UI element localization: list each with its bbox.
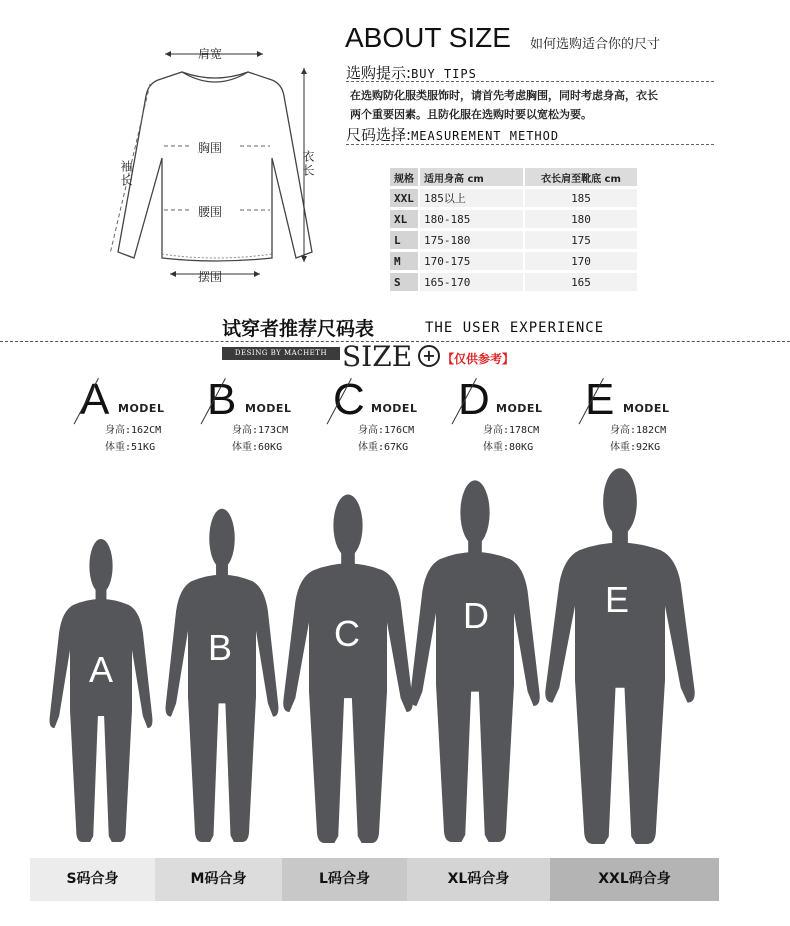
model-height: 身高:182CM bbox=[610, 425, 667, 436]
design-credit: DESING BY MACHETH bbox=[222, 347, 340, 360]
model-info bbox=[483, 422, 539, 456]
model-card-b bbox=[207, 375, 337, 468]
figure-letter-a: A bbox=[88, 649, 114, 690]
measurement-heading bbox=[346, 124, 559, 145]
fit-xl: XL码合身 bbox=[407, 858, 550, 901]
fit-xxl: XXL码合身 bbox=[550, 858, 719, 901]
length-cell: 165 bbox=[525, 273, 637, 291]
table-row bbox=[390, 210, 637, 228]
fit-s: S码合身 bbox=[30, 858, 155, 901]
buy-tips-heading-cn: 选购提示: bbox=[346, 64, 412, 82]
height-cell: 170-175 bbox=[420, 252, 523, 270]
buy-tips-text bbox=[350, 86, 740, 124]
model-info bbox=[232, 422, 288, 456]
size-table-header bbox=[390, 168, 637, 186]
chest-label: 胸围 bbox=[198, 141, 223, 155]
experience-title-en: THE USER EXPERIENCE bbox=[425, 320, 605, 336]
model-info bbox=[358, 422, 414, 456]
figure-letter-d: D bbox=[463, 595, 489, 636]
model-card-e bbox=[585, 375, 715, 468]
model-letter: C bbox=[333, 375, 365, 424]
header-height: 适用身高 cm bbox=[420, 168, 523, 186]
experience-title: 试穿者推荐尺码表 bbox=[222, 318, 375, 340]
size-table bbox=[388, 165, 639, 294]
model-label: MODEL bbox=[118, 402, 165, 415]
size-logo: SIZE bbox=[342, 340, 413, 373]
model-weight: 体重:80KG bbox=[483, 442, 534, 453]
height-cell: 165-170 bbox=[420, 273, 523, 291]
model-label: MODEL bbox=[245, 402, 292, 415]
silhouette-a bbox=[50, 539, 153, 842]
model-height: 身高:176CM bbox=[358, 425, 415, 436]
buy-tips-line: 两个重要因素。且防化服在选购时要以宽松为要。 bbox=[350, 108, 592, 121]
buy-tips-heading-en: BUY TIPS bbox=[411, 67, 477, 81]
model-info bbox=[105, 422, 161, 456]
model-weight: 体重:60KG bbox=[232, 442, 283, 453]
model-silhouettes bbox=[0, 460, 790, 860]
size-cell: XXL bbox=[390, 189, 418, 207]
table-row bbox=[390, 252, 637, 270]
fit-l: L码合身 bbox=[282, 858, 407, 901]
plus-icon: + bbox=[418, 345, 440, 367]
model-weight: 体重:51KG bbox=[105, 442, 156, 453]
model-letter: B bbox=[207, 375, 237, 424]
model-label: MODEL bbox=[496, 402, 543, 415]
size-cell: M bbox=[390, 252, 418, 270]
height-cell: 185以上 bbox=[420, 189, 523, 207]
model-height: 身高:162CM bbox=[105, 425, 162, 436]
model-letter: D bbox=[458, 375, 490, 424]
table-row bbox=[390, 231, 637, 249]
length-cell: 170 bbox=[525, 252, 637, 270]
size-cell: S bbox=[390, 273, 418, 291]
height-cell: 180-185 bbox=[420, 210, 523, 228]
silhouette-e bbox=[545, 468, 694, 844]
model-letter: E bbox=[585, 375, 615, 424]
silhouette-d bbox=[410, 480, 539, 842]
model-card-c bbox=[333, 375, 463, 468]
model-card-a bbox=[80, 375, 210, 468]
about-size-subtitle: 如何选购适合你的尺寸 bbox=[530, 37, 661, 52]
waist-label: 腰围 bbox=[198, 205, 223, 219]
measurement-heading-cn: 尺码选择: bbox=[346, 126, 412, 144]
model-height: 身高:173CM bbox=[232, 425, 289, 436]
buy-tips-line: 在选购防化服类服饰时，请首先考虑胸围，同时考虑身高，衣长 bbox=[350, 89, 658, 102]
hem-label: 摆围 bbox=[198, 270, 223, 284]
figure-letter-b: B bbox=[207, 627, 233, 668]
header-size: 规格 bbox=[390, 168, 418, 186]
model-height: 身高:178CM bbox=[483, 425, 540, 436]
model-weight: 体重:67KG bbox=[358, 442, 409, 453]
divider bbox=[346, 81, 714, 82]
length-label: 衣长 bbox=[301, 150, 315, 178]
model-info bbox=[610, 422, 666, 456]
length-cell: 175 bbox=[525, 231, 637, 249]
sleeve-label: 袖长 bbox=[119, 160, 133, 188]
length-cell: 185 bbox=[525, 189, 637, 207]
measurement-heading-en: MEASUREMENT METHOD bbox=[411, 129, 560, 143]
model-card-d bbox=[458, 375, 588, 468]
about-size-title: ABOUT SIZE bbox=[345, 22, 511, 53]
table-row bbox=[390, 189, 637, 207]
figure-letter-e: E bbox=[604, 579, 630, 620]
divider bbox=[346, 144, 714, 145]
size-cell: L bbox=[390, 231, 418, 249]
silhouette-c bbox=[283, 495, 412, 843]
model-letter: A bbox=[80, 375, 110, 424]
buy-tips-heading bbox=[346, 62, 477, 83]
shoulder-label: 肩宽 bbox=[198, 47, 223, 61]
reference-note: 【仅供参考】 bbox=[442, 352, 515, 366]
silhouette-b bbox=[166, 509, 279, 842]
header-length: 衣长肩至靴底 cm bbox=[525, 168, 637, 186]
size-cell: XL bbox=[390, 210, 418, 228]
fit-m: M码合身 bbox=[155, 858, 282, 901]
table-row bbox=[390, 273, 637, 291]
length-cell: 180 bbox=[525, 210, 637, 228]
model-weight: 体重:92KG bbox=[610, 442, 661, 453]
figure-letter-c: C bbox=[334, 613, 360, 654]
model-label: MODEL bbox=[371, 402, 418, 415]
model-label: MODEL bbox=[623, 402, 670, 415]
height-cell: 175-180 bbox=[420, 231, 523, 249]
